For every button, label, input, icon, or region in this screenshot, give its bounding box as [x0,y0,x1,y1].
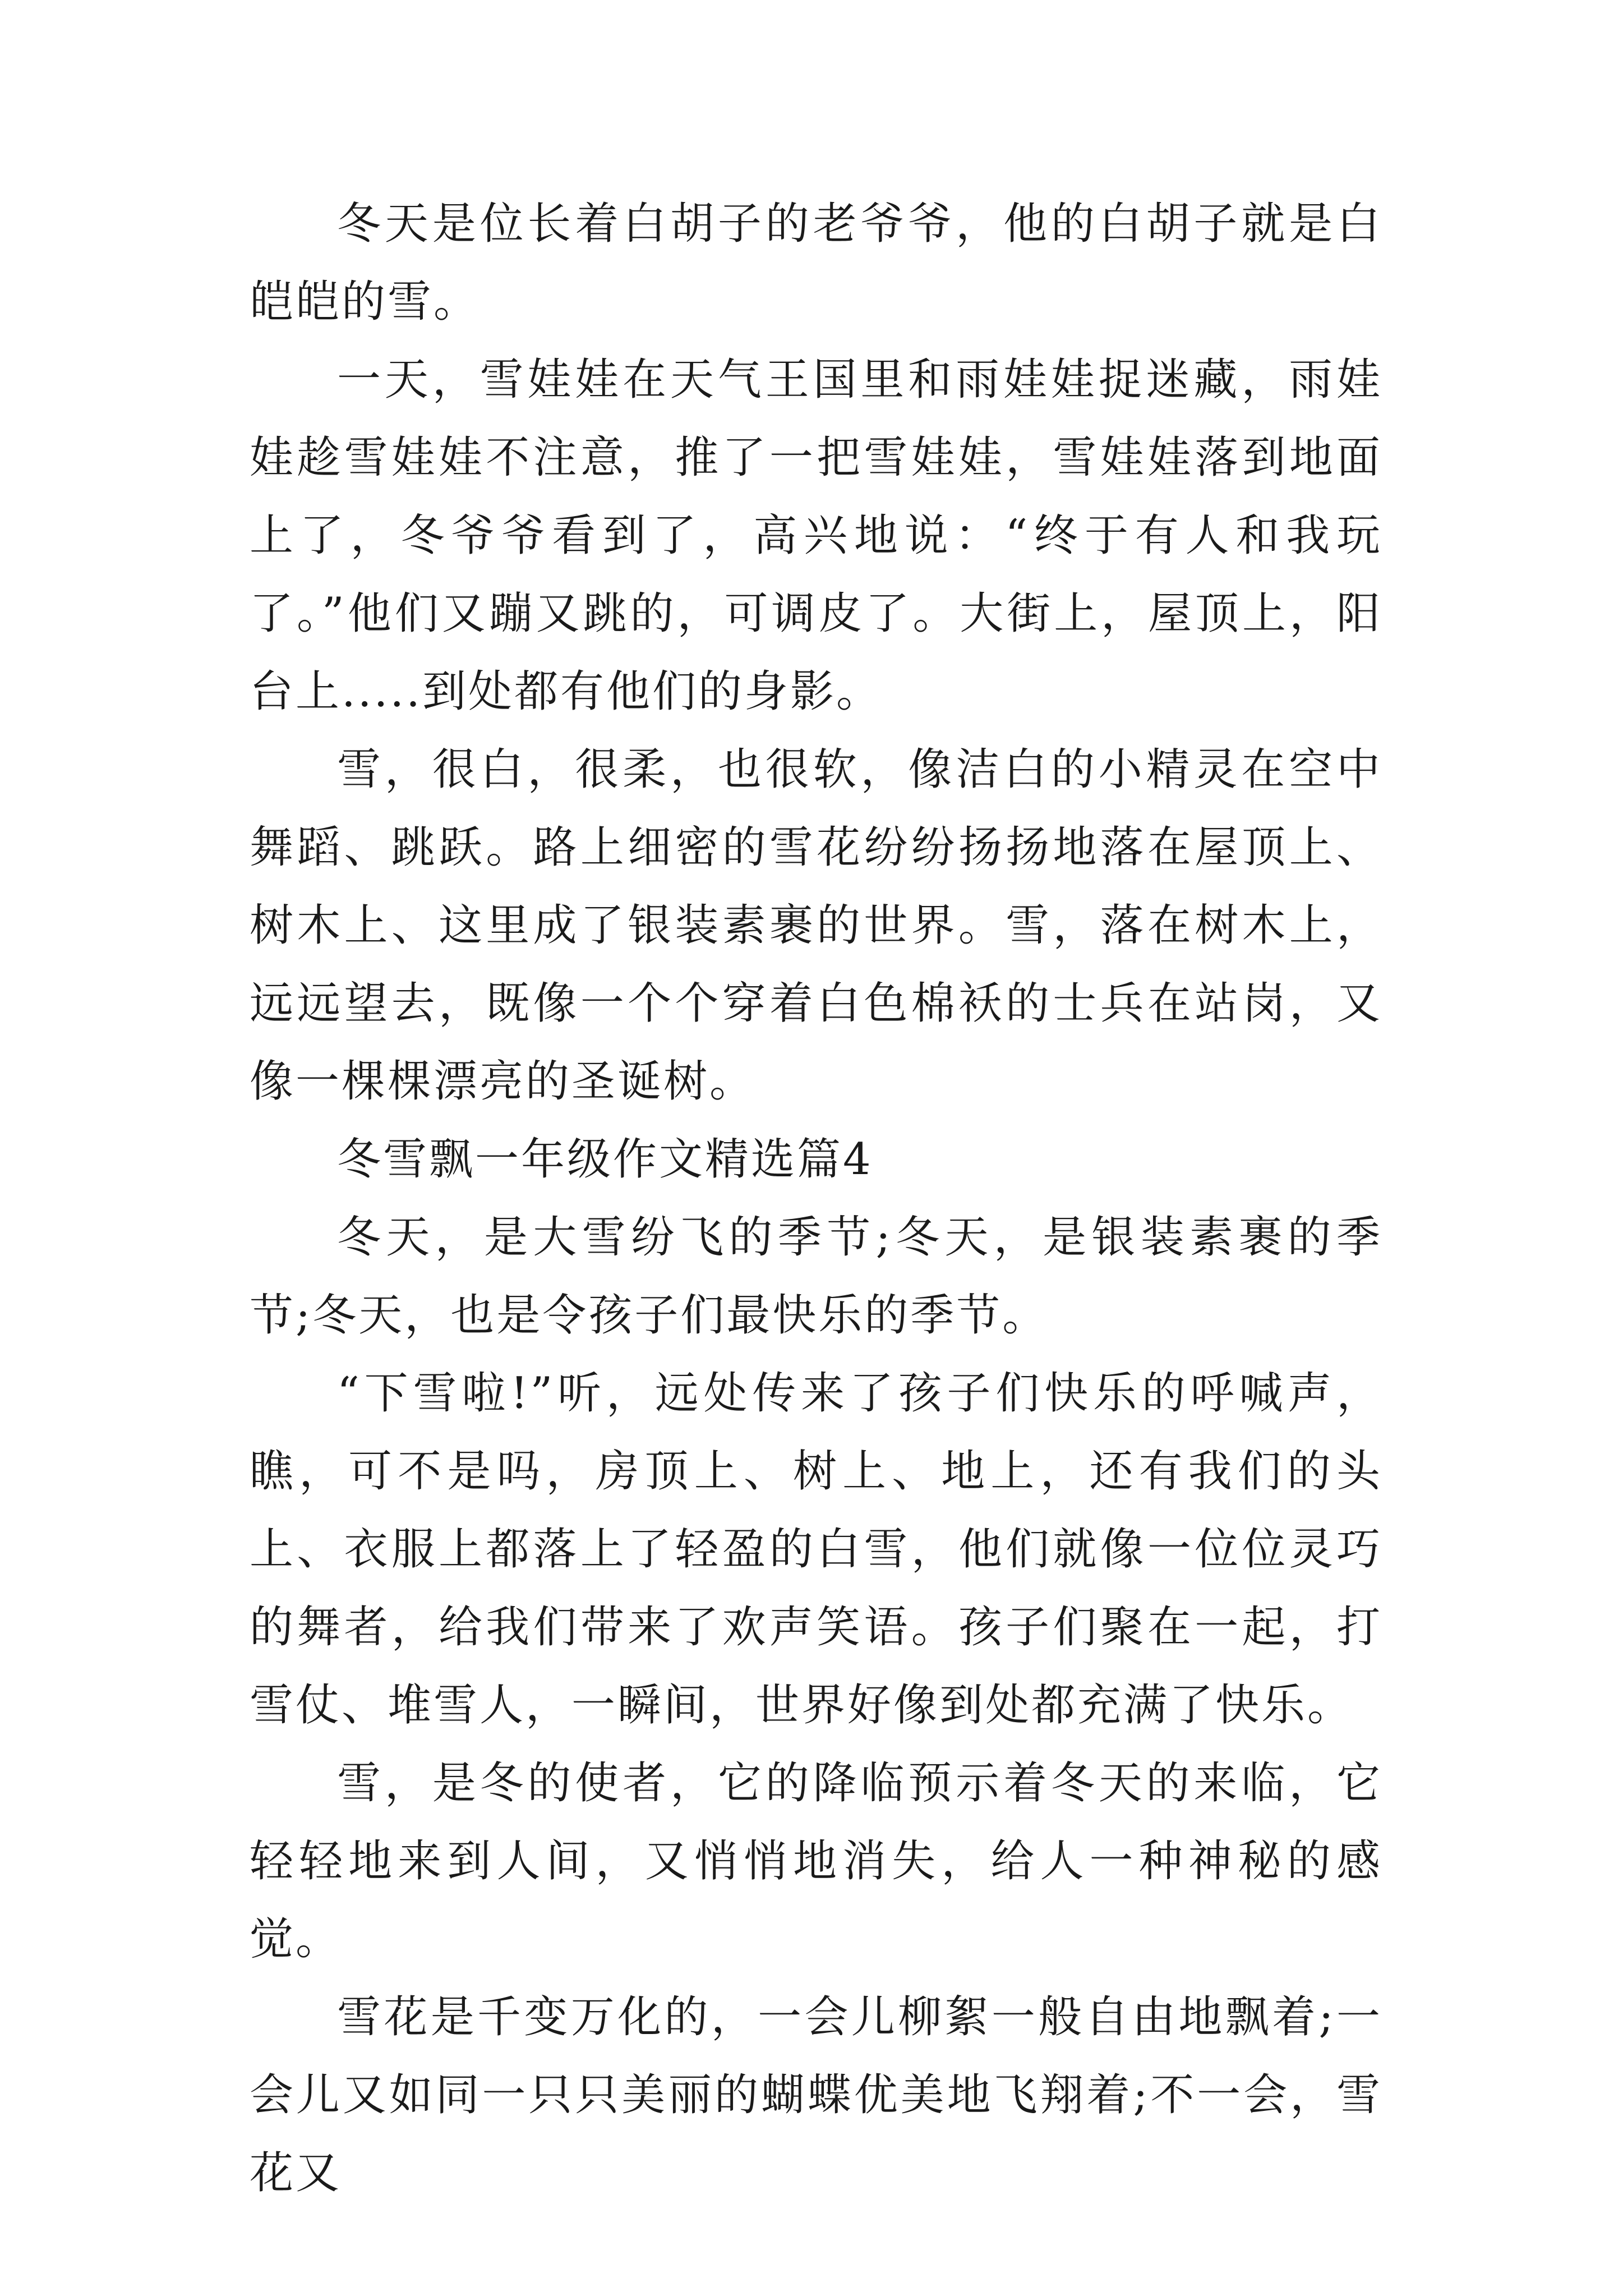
article-body [250,185,1382,2212]
section-heading: 冬雪飘一年级作文精选篇4 [337,1134,873,1185]
paragraph-4: 冬天，是大雪纷飞的季节;冬天，是银装素裹的季节;冬天，也是令孩子们最快乐的季节。 [250,1212,1382,1341]
paragraph-1: 冬天是位长着白胡子的老爷爷，他的白胡子就是白皑皑的雪。 [250,199,1382,327]
paragraph-6: 雪，是冬的使者，它的降临预示着冬天的来临，它轻轻地来到人间，又悄悄地消失，给人一种神秘的感觉。 [250,1758,1382,1964]
paragraph-2: 一天，雪娃娃在天气王国里和雨娃娃捉迷藏，雨娃娃趁雪娃娃不注意，推了一把雪娃娃，雪娃娃落到地面上了，冬爷爷看到了，高兴地说：“终于有人和我玩了。”他们又蹦又跳的，可调皮了。大街上，屋顶上，阳台上.....到处都有他们的身影。 [250,355,1382,717]
paragraph-5: “下雪啦!”听，远处传来了孩子们快乐的呼喊声，瞧，可不是吗，房顶上、树上、地上，还有我们的头上、衣服上都落上了轻盈的白雪，他们就像一位位灵巧的舞者，给我们带来了欢声笑语。孩子们聚在一起，打雪仗、堆雪人，一瞬间，世界好像到处都充满了快乐。 [250,1368,1382,1731]
paragraph-7: 雪花是千变万化的，一会儿柳絮一般自由地飘着;一会儿又如同一只只美丽的蝴蝶优美地飞翔着;不一会，雪花又 [250,1992,1382,2198]
paragraph-3: 雪，很白，很柔，也很软，像洁白的小精灵在空中舞蹈、跳跃。路上细密的雪花纷纷扬扬地落在屋顶上、树木上、这里成了银装素裹的世界。雪，落在树木上，远远望去，既像一个个穿着白色棉袄的士兵在站岗，又像一棵棵漂亮的圣诞树。 [250,744,1382,1107]
